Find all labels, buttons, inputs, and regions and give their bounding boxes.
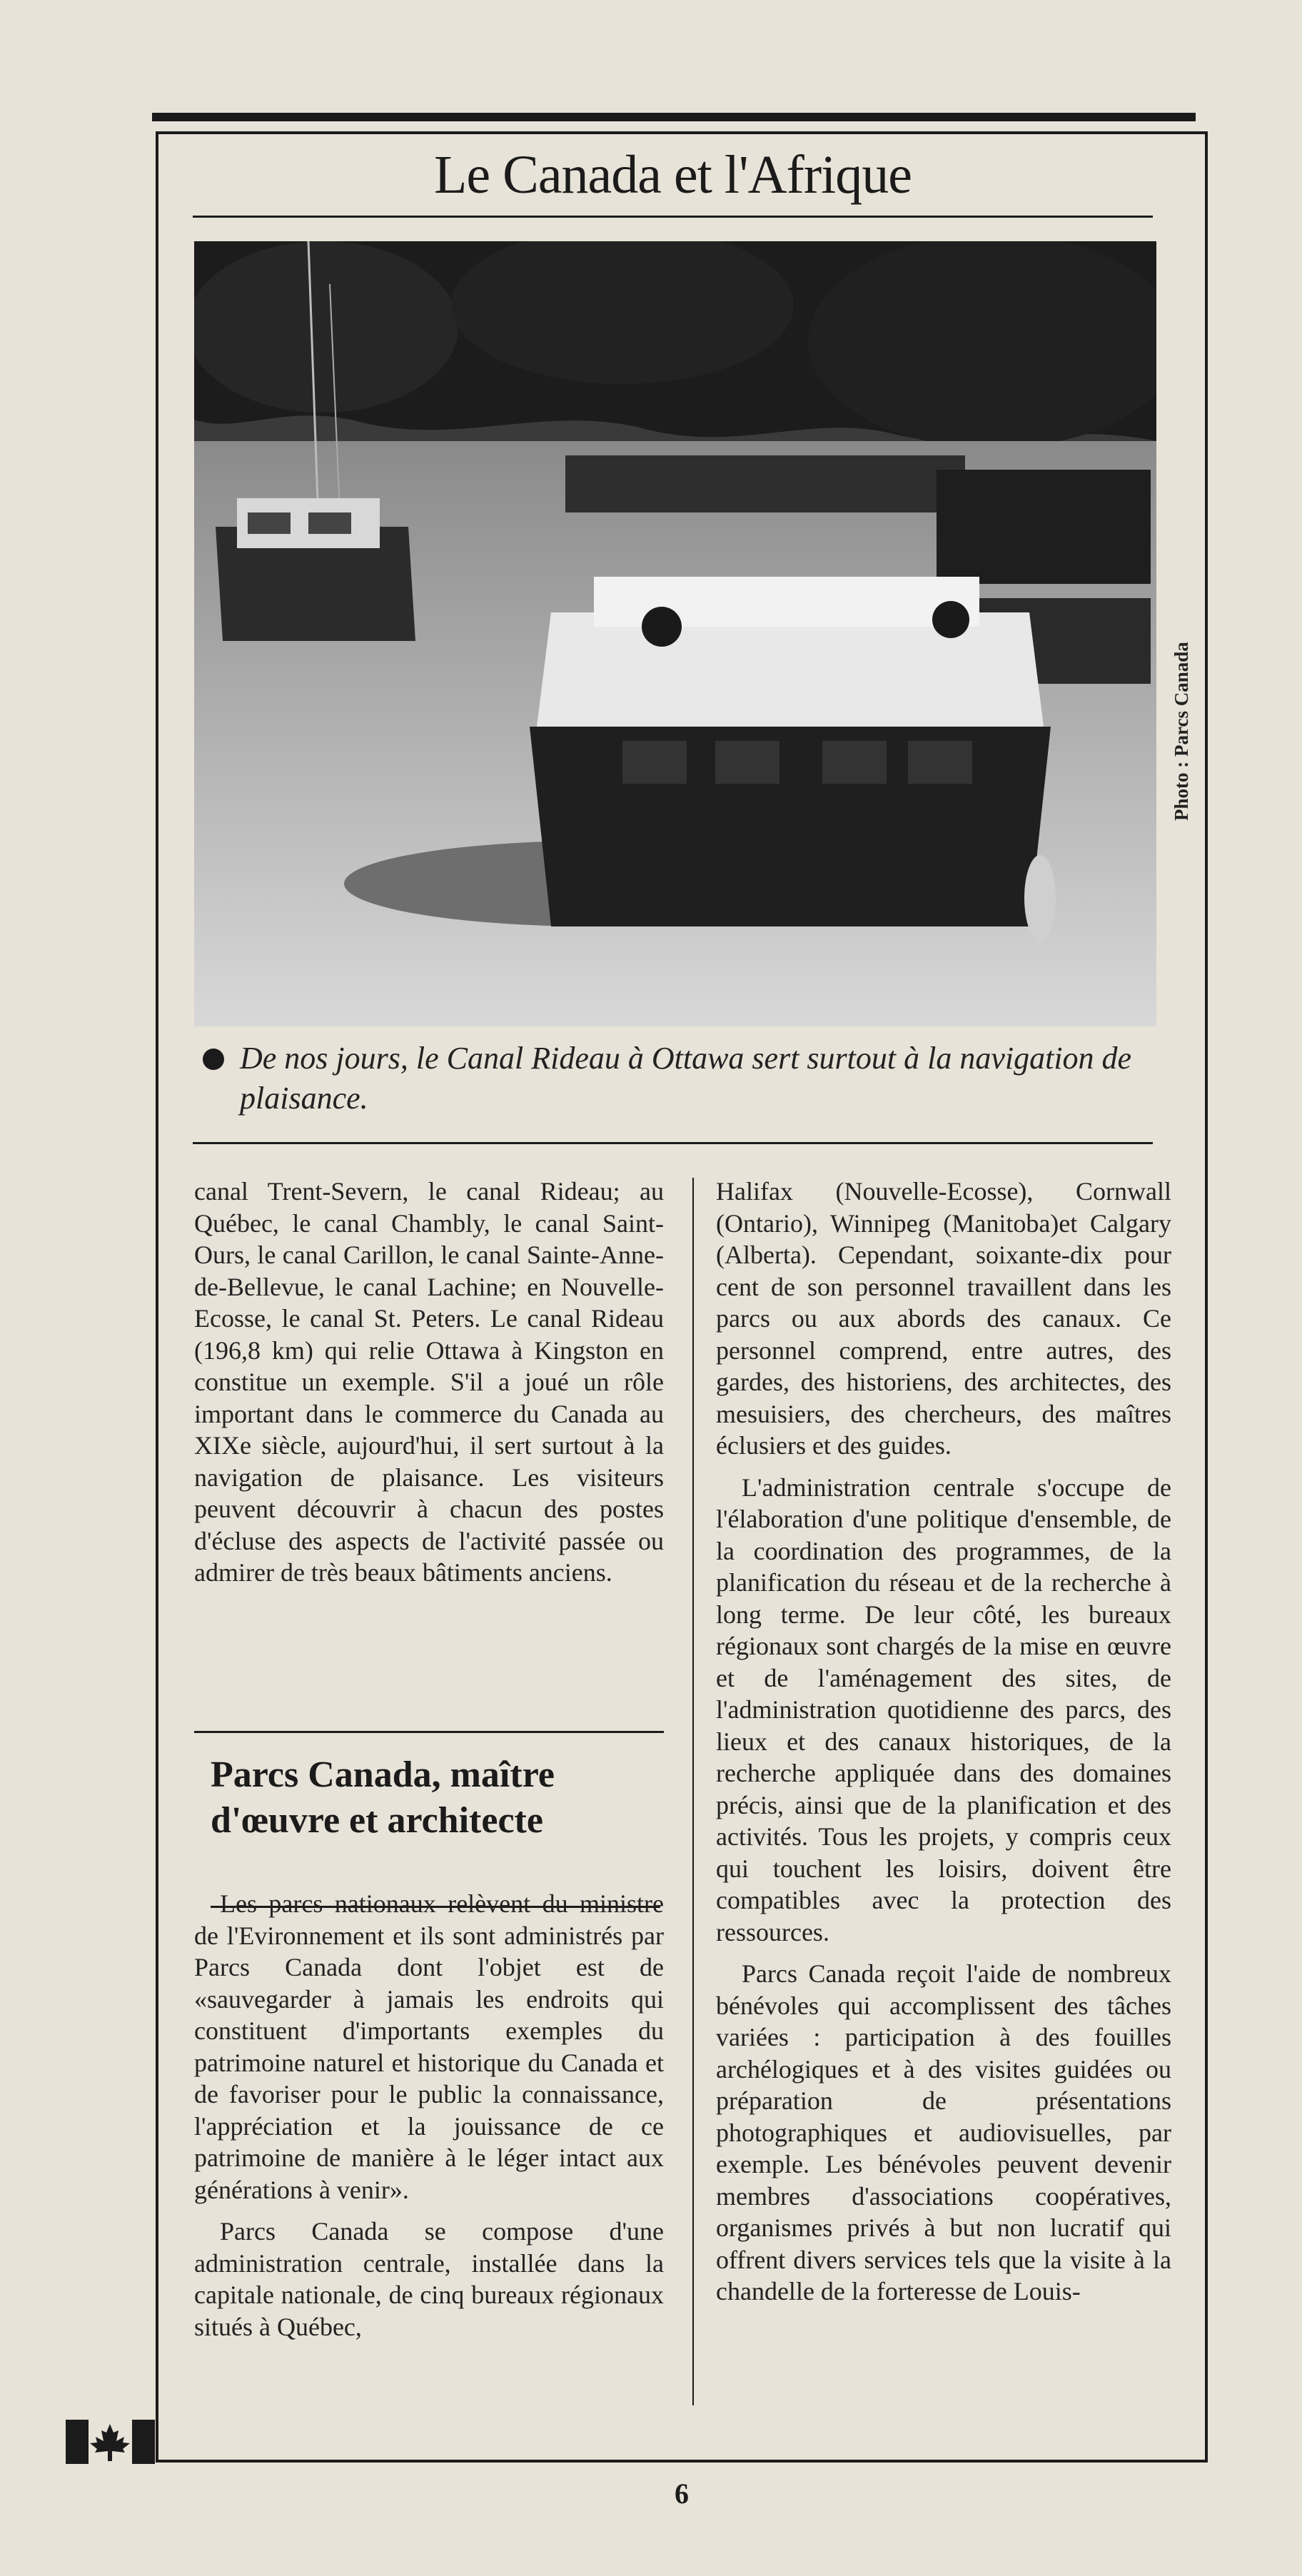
- intro-paragraph: canal Trent-Severn, le canal Rideau; au Québec, le canal Chambly, le canal Saint-Ours, le canal Carillon, le canal Sainte-Anne-de-Bellevue, le canal Lachine; en Nouvelle-Ecosse, le canal St. Peters. Le canal Rideau (196,8 km) qui relie Ottawa à Kingston en constitue un exemple. S'il a joué un rôle important dans le commerce du Canada au XIXe siècle, aujourd'hui, il sert surtout à la navigation de plaisance. Les visiteurs peuvent découvrir à chacun des postes d'écluse des aspects de l'activité passée ou admirer de très beaux bâtiments anciens.: [194, 1177, 664, 1587]
- title-rule: [193, 216, 1153, 218]
- caption-rule: [193, 1142, 1153, 1144]
- paragraph: Parcs Canada reçoit l'aide de nombreux bénévoles qui accomplissent des tâches variées : participation à des fouilles archélogiques et à des visites guidées ou préparation de présentations photographiques et audiovisuelles, par exemple. Les bénévoles peuvent devenir membres d'associations coopératives, organismes privés à but non lucratif qui offrent divers services tels que la visite à la chandelle de la forteresse de Louis-: [716, 1959, 1171, 2305]
- subheading-rule-top: [194, 1731, 664, 1733]
- paragraph: Parcs Canada se compose d'une administration centrale, installée dans la capitale nationale, de cinq bureaux régionaux situés à Québec,: [194, 2217, 664, 2341]
- page-number: 6: [675, 2477, 689, 2510]
- page-title: Le Canada et l'Afrique: [433, 145, 912, 205]
- canal-photo: [194, 241, 1156, 1026]
- paragraph: Halifax (Nouvelle-Ecosse), Cornwall (Ontario), Winnipeg (Manitoba)et Calgary (Alberta). Cependant, soixante-dix pour cent de son personnel travaillent dans les parcs ou aux abords des canaux. Ce personnel comprend, entre autres, des gardes, des historiens, des architectes, des mesuisiers, des chercheurs, des maîtres éclusiers et des guides.: [716, 1177, 1171, 1460]
- canada-flag-icon: [66, 2420, 155, 2464]
- top-rule: [152, 113, 1196, 121]
- left-column-top: [194, 1176, 664, 1589]
- left-column-bottom: [194, 1888, 664, 2343]
- right-column: [716, 1176, 1171, 2308]
- paragraph: L'administration centrale s'occupe de l'élaboration d'une politique d'ensemble, de la coordination des programmes, de la planification du réseau et de la recherche à long terme. De leur côté, les bureaux régionaux sont chargés de la mise en œuvre et de l'aménagement des sites, de l'administration quotidienne des parcs, des lieux et des canaux historiques, de la recherche appliquée dans des domaines précis, ainsi que de la planification et des activités. Tous les projets, y compris ceux qui touchent les loisirs, doivent être compatibles avec la protection des ressources.: [716, 1473, 1171, 1946]
- photo-caption: De nos jours, le Canal Rideau à Ottawa sert surtout à la navigation de plaisance.: [206, 1039, 1155, 1118]
- column-divider: [692, 1178, 694, 2405]
- paragraph: Les parcs nationaux relèvent du ministre de l'Evironnement et ils sont administrés par Parcs Canada dont l'objet est de «sauvegarder à jamais les endroits qui constituent d'importants exemples du patrimoine naturel et historique du Canada et de favoriser pour le public la connaissance, l'appréciation et la jouissance de ce patrimoine de manière à le léger intact aux générations à venir».: [194, 1889, 664, 2204]
- section-subheading: Parcs Canada, maître d'œuvre et architecte: [211, 1754, 555, 1841]
- boats-on-canal-image: [194, 241, 1156, 1026]
- bullet-dot-icon: [203, 1049, 224, 1070]
